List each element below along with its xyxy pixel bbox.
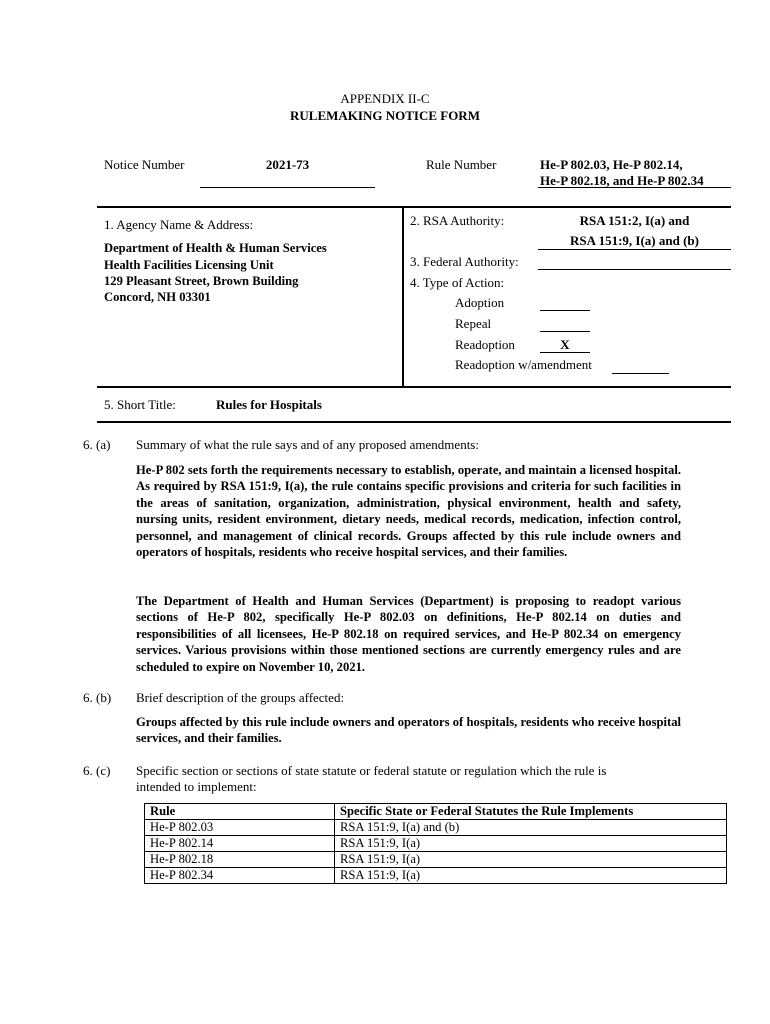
rules-statutes-table xyxy=(144,803,727,884)
adoption-blank xyxy=(540,310,590,311)
type-of-action-label: 4. Type of Action: xyxy=(410,275,505,290)
table-cell-rule: He-P 802.03 xyxy=(145,820,335,836)
rsa-authority-line1: RSA 151:2, I(a) and xyxy=(579,213,690,228)
rule-number-line1: He-P 802.03, He-P 802.14, xyxy=(540,157,683,172)
table-cell-statute: RSA 151:9, I(a) xyxy=(335,868,727,884)
repeal-label: Repeal xyxy=(455,316,492,331)
short-title-rule xyxy=(97,421,731,423)
readoption-amendment-label: Readoption w/amendment xyxy=(455,357,592,372)
rule-number-label: Rule Number xyxy=(426,157,497,172)
rsa-authority-underline xyxy=(538,249,731,250)
section-6b-paragraph: Groups affected by this rule include owners and operators of hospitals, residents who receive hospital services, and their families. xyxy=(136,715,681,746)
notice-number-value: 2021-73 xyxy=(265,157,310,172)
section-6c-heading-line1: Specific section or sections of state statute or federal statute or regulation which the rule is xyxy=(136,763,607,778)
table-cell-statute: RSA 151:9, I(a) and (b) xyxy=(335,820,727,836)
readoption-blank xyxy=(540,352,590,353)
rsa-authority-label: 2. RSA Authority: xyxy=(410,213,505,228)
table-cell-rule: He-P 802.18 xyxy=(145,852,335,868)
table-row xyxy=(145,868,727,884)
box-bottom-rule xyxy=(97,386,731,388)
appendix-label: APPENDIX II-C xyxy=(340,91,430,106)
box-top-rule xyxy=(97,206,731,208)
table-cell-rule: He-P 802.34 xyxy=(145,868,335,884)
form-title: RULEMAKING NOTICE FORM xyxy=(290,108,480,123)
table-cell-statute: RSA 151:9, I(a) xyxy=(335,836,727,852)
table-header-row xyxy=(145,804,727,820)
section-6a-paragraph-2: The Department of Health and Human Services (Department) is proposing to readopt various sections of He-P 802, specifically He-P 802.03 on definitions, He-P 802.14 on duties and responsibilities of all licensees, He-P 802.18 on required services, and He-P 802.34 on emergency services. Various provisions within those mentioned sections are currently emergency rules and are scheduled to expire on November 10, 2021. xyxy=(136,594,681,674)
table-header-rule: Rule xyxy=(145,804,335,820)
repeal-blank xyxy=(540,331,590,332)
section-6a-heading: Summary of what the rule says and of any proposed amendments: xyxy=(136,437,479,452)
section-6b-number: 6. (b) xyxy=(83,690,112,705)
box-divider xyxy=(402,207,404,387)
section-6c-heading-line2: intended to implement: xyxy=(136,779,257,794)
adoption-label: Adoption xyxy=(455,295,505,310)
readoption-label: Readoption xyxy=(455,337,515,352)
rule-number-underline xyxy=(538,187,731,188)
agency-line: Department of Health & Human Services xyxy=(104,241,327,255)
short-title-label: 5. Short Title: xyxy=(104,397,176,412)
section-6a-number: 6. (a) xyxy=(83,437,111,452)
agency-label: 1. Agency Name & Address: xyxy=(104,217,254,232)
table-header-statutes: Specific State or Federal Statutes the Rule Implements xyxy=(335,804,727,820)
rule-number-line2: He-P 802.18, and He-P 802.34 xyxy=(540,173,704,188)
section-6a-paragraph-1: He-P 802 sets forth the requirements necessary to establish, operate, and maintain a licensed hospital. As required by RSA 151:9, I(a), the rule contains specific provisions and criteria for such facilities in the areas of sanitation, organization, administration, physical environment, health and safety, nursing units, resident environment, dietary needs, medical records, medication, infection control, personnel, and management of clinical records. Groups affected by this rule include owners and operators of hospitals, residents who receive hospital services, and their families. xyxy=(136,463,681,560)
section-6c-number: 6. (c) xyxy=(83,763,111,778)
federal-authority-label: 3. Federal Authority: xyxy=(410,254,519,269)
agency-line: 129 Pleasant Street, Brown Building xyxy=(104,274,299,288)
notice-number-underline xyxy=(200,187,375,188)
agency-line: Concord, NH 03301 xyxy=(104,290,211,304)
federal-authority-underline xyxy=(538,269,731,270)
table-cell-statute: RSA 151:9, I(a) xyxy=(335,852,727,868)
table-cell-rule: He-P 802.14 xyxy=(145,836,335,852)
agency-line: Health Facilities Licensing Unit xyxy=(104,258,274,272)
readoption-mark: X xyxy=(560,337,570,352)
table-row xyxy=(145,836,727,852)
section-6b-heading: Brief description of the groups affected: xyxy=(136,690,345,705)
rsa-authority-line2: RSA 151:9, I(a) and (b) xyxy=(570,233,699,248)
table-row xyxy=(145,820,727,836)
table-row xyxy=(145,852,727,868)
readoption-amendment-blank xyxy=(612,373,669,374)
short-title-value: Rules for Hospitals xyxy=(216,397,322,412)
notice-number-label: Notice Number xyxy=(104,157,185,172)
